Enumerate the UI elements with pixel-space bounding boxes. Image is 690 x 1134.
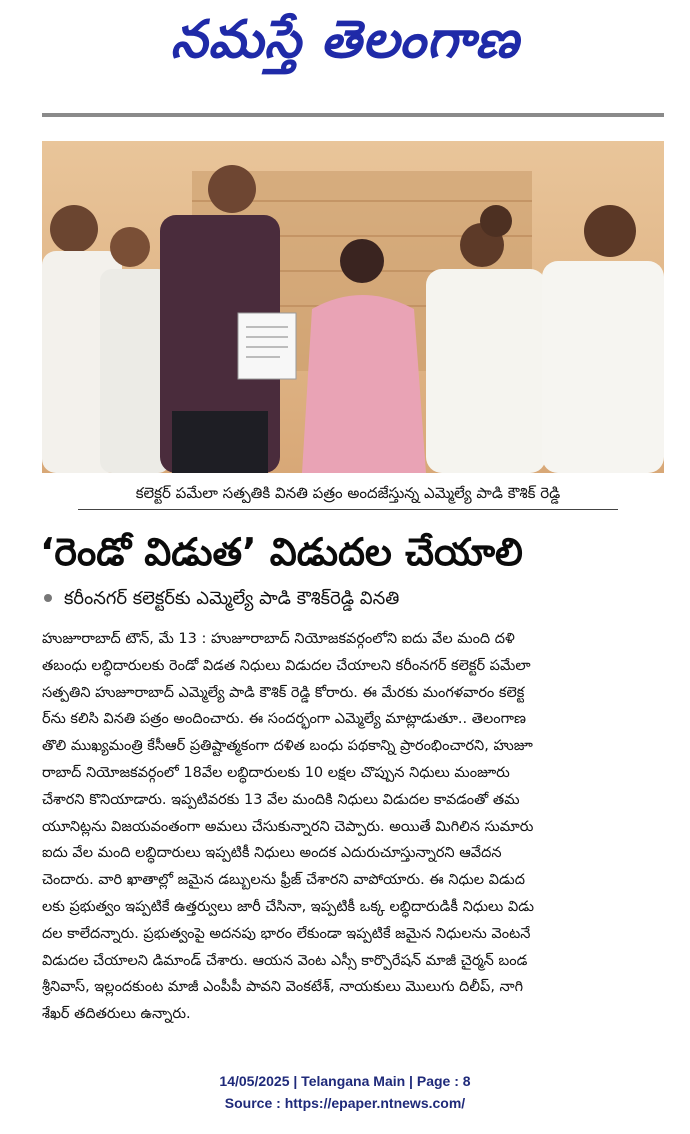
article-line: దల కాలేదన్నారు. ప్రభుత్వంపై అదనపు భారం లేకుండా ఇప్పటికే జమైన నిధులను వెంటనే <box>42 925 531 942</box>
article-line: ఐదు వేల మంది లబ్ధిదారులు ఇప్పటికీ నిధులు అందక ఎదురుచూస్తున్నారని ఆవేదన <box>42 845 502 862</box>
article-body <box>42 626 666 1046</box>
article-line: విడుదల చేయాలని డిమాండ్ చేశారు. ఆయన వెంట ఎస్సీ కార్పొరేషన్ మాజీ చైర్మన్ బండ <box>42 952 528 969</box>
article-line: హుజూరాబాద్ టౌన్, మే 13 : హుజూరాబాద్ నియోజకవర్గంలోని ఐదు వేల మంది దళి <box>42 631 515 647</box>
article-line: శేఖర్ తదితరులు ఉన్నారు. <box>42 1006 191 1023</box>
footer-source-link[interactable]: Source : https://epaper.ntnews.com/ <box>224 1095 466 1111</box>
article-line: శ్రీనివాస్, ఇల్లందకుంట మాజీ ఎంపీపీ పావని వెంకటేశ్, నాయకులు మొలుగు దిలీప్, నాగి <box>42 979 524 996</box>
article-line: తబంధు లబ్ధిదారులకు రెండో విడత నిధులు విడుదల చేయాలని కరీంనగర్ కలెక్టర్ పమేలా <box>42 657 531 674</box>
subheadline <box>42 585 672 613</box>
article-line: చేశారని కొనియాడారు. ఇప్పటివరకు 13 వేల మందికి నిధులు విడుదల కావడంతో తమ <box>42 791 520 808</box>
subheadline-text: కరీంనగర్ కలెక్టర్‌కు ఎమ్మెల్యే పాడి కౌశిక్‌రెడ్డి వినతి <box>64 588 400 609</box>
article-line: తొలి ముఖ్యమంత్రి కేసీఆర్ ప్రతిష్టాత్మకంగా దళిత బంధు పథకాన్ని ప్రారంభించారని, హుజూ <box>42 738 533 755</box>
photo-caption: కలెక్టర్ పమేలా సత్పతికి వినతి పత్రం అందజేస్తున్న ఎమ్మెల్యే పాడి కౌశిక్ రెడ్డి <box>78 479 618 510</box>
news-photo <box>42 141 664 473</box>
article-line: సత్పతిని హుజూరాబాద్ ఎమ్మెల్యే పాడి కౌశిక్ రెడ్డి కోరారు. ఈ మేరకు మంగళవారం కలెక్ట <box>42 684 525 701</box>
article-line: చెందారు. వారి ఖాతాల్లో జమైన డబ్బులను ఫ్రీజ్ చేశారని వాపోయారు. ఈ నిధుల విడుద <box>42 872 525 889</box>
article-line: రాబాద్ నియోజకవర్గంలో 18వేల లబ్ధిదారులకు 10 లక్షల చొప్పున నిధులు మంజూరు <box>42 764 510 781</box>
masthead-title: నమస్తే తెలంగాణ <box>170 9 520 70</box>
article-line: ర్‌ను కలిసి వినతి పత్రం అందించారు. ఈ సందర్భంగా ఎమ్మెల్యే మాట్లాడుతూ.. తెలంగాణ <box>42 711 526 728</box>
headline: ‘రెండో విడుత’ విడుదల చేయాలి <box>40 530 523 574</box>
news-photo-illustration <box>42 141 664 473</box>
bullet-icon <box>44 594 52 602</box>
article-line: యూనిట్లను విజయవంతంగా అమలు చేసుకున్నారని చెప్పారు. అయితే మిగిలిన సుమారు <box>42 818 534 835</box>
article-line: లకు ప్రభుత్వం ఇప్పటికే ఉత్తర్వులు జారీ చేసినా, ఇప్పటికీ ఒక్క లబ్ధిదారుడికీ నిధులు విడు <box>42 898 534 915</box>
masthead-rule <box>42 113 664 117</box>
footer-date-line: 14/05/2025 | Telangana Main | Page : 8 <box>219 1073 471 1089</box>
